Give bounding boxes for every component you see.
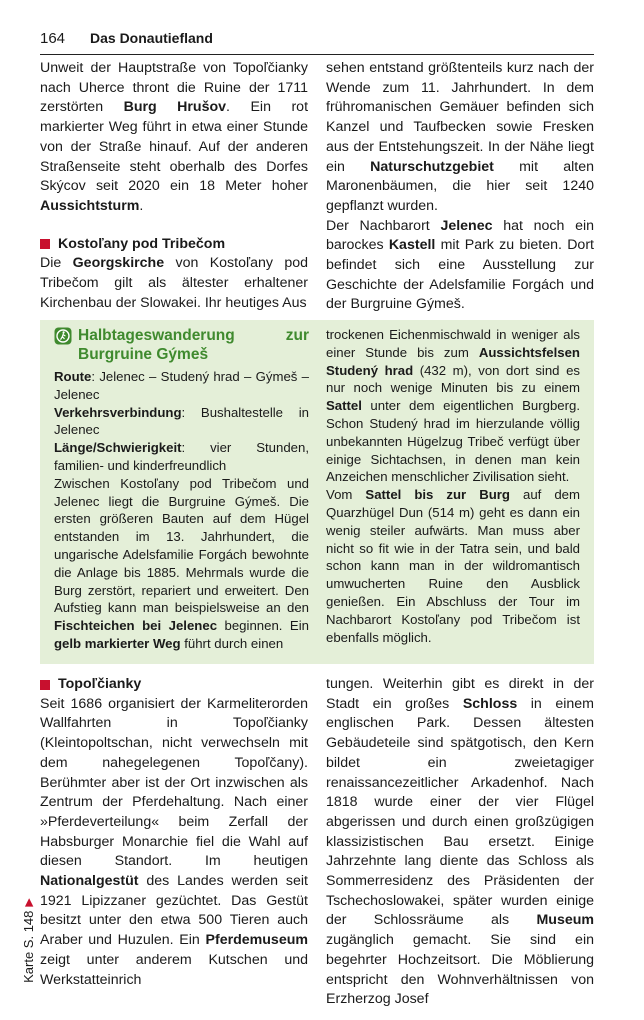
text-run: trockenen Eichenmischwald in weniger als einer Stunde bis zum [326,327,580,360]
text-run: mit alten Maronenbäumen, die hier seit 1240 gepflanzt wurden. [326,158,594,214]
bold-term: Länge/Schwierigkeit [54,440,182,456]
bold-term: Naturschutzgebiet [370,158,494,175]
text-run: Zwischen Kostoľany pod Tribečom und Jelenec liegt die Burgruine Gýmeš. Die ersten größeren Bauten auf dem Hügel entstanden im 13. Jahrhundert, die ungarische Adelsfamilie Forgách bewohnte die Anlage bis 1885. Mehrmals wurde die Burg zerstört, repariert und erweitert. Den Aufstieg kann man beispielsweise an den [54,475,309,616]
text-run: in einem englischen Park. Dessen ältesten Gebäudeteile sind spätgotisch, den Kern bildet ein zweietagiger renaissancezeitlicher Arkadenhof. Nach 1818 wurde einer der vier Flügel abgerissen und durch einen großzügigen klassizistischen Bau ersetzt. Einige Jahrzehnte lang diente das Schloss als Sommerresidenz des Präsidenten der Tschechoslowakei, später wurden einige der Schlossräume als [326,695,594,929]
text-run: Die [40,255,73,272]
heading-text: Kostoľany pod Tribečom [58,235,226,252]
bold-term: Aussichtsturm [40,197,140,214]
section-heading-kostolany [40,235,308,255]
page-header [40,28,594,55]
left-column-bottom [40,675,308,990]
bold-term: Aussichtsfelsen Studený hrad [326,344,580,378]
text-run: von Kostoľany pod Tribečom gilt als ältester erhaltener Kirchenbau der Slowakei. Ihr heutiges Aus [40,255,308,311]
bold-term: Schloss [462,695,518,712]
box-title-text: Halbtageswanderung zur Burgruine Gýmeš [78,327,309,363]
text-run: tungen. Weiterhin gibt es direkt in der Stadt ein großes [326,676,594,712]
hike-text-left [54,475,309,653]
bold-term: Jelenec [440,217,493,234]
hike-text-right-1 [326,326,580,486]
length-line [54,439,309,475]
box-left-column [54,326,309,653]
right-column-top [326,59,594,315]
text-run: (432 m), von dort sind es nur noch wenige Minuten bis zu einem [326,362,580,396]
text-run: Seit 1686 organisiert der Karmeliterorden Wallfahrten in Topoľčianky (Kleintopoltschan, nicht verwechseln mit dem nahegelegenen Topoľčany). Berühmter aber ist der Ort inzwischen als Zentrum der Pferdehaltung. Nach einer »Pferdeverteilung« beim Zerfall der Habsburger Monarchie fiel die Wahl auf diesen Standort. Im heutigen [40,695,308,870]
bold-term: Burg Hrušov [123,99,227,116]
bold-term: Fischteichen bei Jelenec [54,618,218,634]
map-reference-text: Karte S. 148 [20,910,36,983]
chapter-title: Das Donautiefland [90,30,213,46]
bold-term: Sattel bis zur Burg [365,487,510,503]
text-run: . Ein rot markierter Weg führt in etwa einer Stunde von der Straße hinauf. Auf der anderen Straßenseite steht oberhalb des Dorfes Skýcov seit 2020 ein 18 Meter hoher [40,99,309,195]
text-run: . [139,197,144,214]
triangle-right-icon: ▶ [22,897,35,907]
text-run: zugänglich gemacht. Sie sind ein begehrter Hochzeitsort. Die Möblierung entspricht den Wohnverhältnissen von Erzherzog Josef [326,932,594,1008]
map-reference[interactable] [20,890,36,990]
bold-term: Pferdemuseum [205,932,308,949]
red-square-icon [40,680,50,690]
text-run: Der Nachbarort [326,217,441,234]
bold-term: Nationalgestüt [40,873,139,890]
bold-term: Verkehrsverbindung [54,404,182,420]
bold-term: Route [54,369,92,384]
text-run: hat noch ein barockes [326,217,594,254]
text-run: zeigt unter anderem Kutschen und Werkstatteinrich [40,951,308,988]
text-run: unter dem eigentlichen Burgberg. Schon Studený hrad im hierzulande völlig unbekannten Hügelzug Tribeč verfügt über einige Sichtachsen, in denen man kein Anzeichen menschlicher Zivilisation sieht. [326,398,580,485]
page-number: 164 [40,30,66,47]
red-square-icon [40,239,50,249]
topolcianky-paragraph-right [326,675,594,1010]
heading-text: Topoľčianky [58,676,142,692]
topolcianky-paragraph-left [40,695,308,991]
bold-term: Georgskirche [72,255,165,272]
hike-text-right-2 [326,486,580,646]
hike-info-box [40,320,594,664]
left-column-top [40,59,308,313]
intro-paragraph [40,59,308,217]
right-column-bottom [326,675,594,1010]
hiking-icon [54,327,72,345]
text-run: : Bushaltestelle in Jelenec [54,404,309,438]
route-line [54,368,309,404]
transport-line [54,404,309,440]
bold-term: Sattel [326,398,362,414]
bold-term: Museum [536,912,594,929]
text-run: des Landes werden seit 1921 Lipizzaner gezüchtet. Das Gestüt besitzt unter den etwa 500 Tieren auch Araber und Huzulen. Ein [40,873,308,949]
section-heading-topolcianky [40,675,308,695]
text-run: Unweit der Hauptstraße von Topoľčianky nach Uherce thront die Ruine der 1711 zerstörten [40,60,308,116]
kostolany-paragraph-right [326,59,594,217]
text-run: mit Park zu bieten. Dort befindet sich eine Ausstellung zur Geschichte der Adelsfamilie Forgách und der Burgruine Gýmeš. [326,237,594,313]
text-run: Vom [326,487,366,503]
bold-term: gelb markierter Weg [54,635,181,651]
jelenec-paragraph [326,217,594,316]
text-run: : Jelenec – Studený hrad – Gýmeš – Jelenec [54,369,309,402]
box-title [54,326,309,364]
text-run: beginnen. Ein [217,618,309,634]
text-run: : vier Stunden, familien- und kinderfreundlich [54,440,309,473]
text-run: sehen entstand größtenteils kurz nach der Wende zum 11. Jahrhundert. In dem frühromanischen Gemäuer befinden sich Kanzel und Taufbecken sowie Fresken aus der Entstehungszeit. In der Nähe liegt ein [326,60,594,175]
text-run: führt durch einen [180,635,284,651]
text-run: auf dem Quarzhügel Dun (514 m) geht es dann ein wenig steiler aufwärts. Man muss aber nicht so fit wie in der Tatra sein, und bald schon kann man in der wildromantisch umwucherten Ruine den Ausblick genießen. Ein Abschluss der Tour im Nachbarort Kostoľany pod Tribečom ist ebenfalls möglich. [326,487,580,645]
kostolany-paragraph-left [40,254,308,313]
bold-term: Kastell [388,237,436,254]
box-right-column [326,326,580,646]
